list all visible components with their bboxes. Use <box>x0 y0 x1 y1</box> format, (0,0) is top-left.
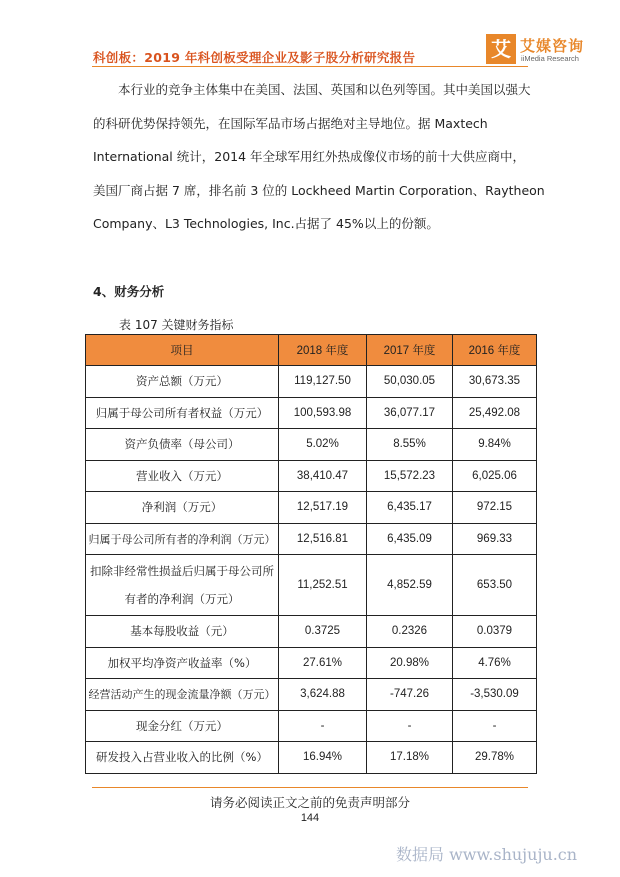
cell-2017: 15,572.23 <box>367 460 453 492</box>
header-item: 项目 <box>86 335 279 366</box>
financial-indicators-table <box>85 334 537 774</box>
row-label: 资产总额（万元） <box>86 366 279 398</box>
cell-2017: - <box>367 710 453 742</box>
table-caption: 表 107 关键财务指标 <box>119 318 234 332</box>
cell-2018: - <box>279 710 367 742</box>
header-2018: 2018 年度 <box>279 335 367 366</box>
table-row <box>86 555 537 616</box>
cell-2016: 653.50 <box>453 555 537 616</box>
row-label: 归属于母公司所有者权益（万元） <box>86 397 279 429</box>
table-row <box>86 679 537 711</box>
table-row <box>86 616 537 648</box>
cell-2018: 12,516.81 <box>279 523 367 555</box>
cell-2017: -747.26 <box>367 679 453 711</box>
cell-2016: 0.0379 <box>453 616 537 648</box>
cell-2016: 30,673.35 <box>453 366 537 398</box>
footer-divider <box>92 787 528 788</box>
body-paragraph <box>93 73 545 241</box>
row-label: 经营活动产生的现金流量净额（万元） <box>86 679 279 711</box>
cell-2016: 969.33 <box>453 523 537 555</box>
logo-mark-icon: 艾 <box>486 34 516 64</box>
row-label <box>86 555 279 616</box>
cell-2017: 8.55% <box>367 429 453 461</box>
disclaimer-text: 请务必阅读正文之前的免责声明部分 <box>209 795 410 810</box>
row-label: 现金分红（万元） <box>86 710 279 742</box>
cell-2016: 9.84% <box>453 429 537 461</box>
paragraph-line: 的科研优势保持领先，在国际军品市场占据绝对主导地位。据 Maxtech <box>93 115 488 131</box>
cell-2018: 16.94% <box>279 742 367 774</box>
cell-2018: 11,252.51 <box>279 555 367 616</box>
table-row <box>86 742 537 774</box>
paragraph-line: 本行业的竞争主体集中在美国、法国、英国和以色列等国。其中美国以强大 <box>118 82 531 97</box>
cell-2018: 38,410.47 <box>279 460 367 492</box>
cell-2017: 50,030.05 <box>367 366 453 398</box>
row-label: 研发投入占营业收入的比例（%） <box>86 742 279 774</box>
table-row <box>86 460 537 492</box>
row-label: 净利润（万元） <box>86 492 279 524</box>
cell-2017: 20.98% <box>367 647 453 679</box>
row-label: 资产负债率（母公司） <box>86 429 279 461</box>
cell-2018: 27.61% <box>279 647 367 679</box>
paragraph-line: Company、L3 Technologies, Inc.占据了 45%以上的份额。 <box>93 216 439 231</box>
logo-name: 艾媒咨询 <box>520 37 585 55</box>
logo-subtitle: iiMedia Research <box>521 54 579 63</box>
table-row <box>86 429 537 461</box>
cell-2016: 6,025.06 <box>453 460 537 492</box>
cell-2017: 17.18% <box>367 742 453 774</box>
section-title: 4、财务分析 <box>93 284 165 299</box>
row-label: 加权平均净资产收益率（%） <box>86 647 279 679</box>
row-label: 归属于母公司所有者的净利润（万元） <box>86 523 279 555</box>
row-label: 营业收入（万元） <box>86 460 279 492</box>
cell-2016: 25,492.08 <box>453 397 537 429</box>
paragraph-line: International 统计，2014 年全球军用红外热成像仪市场的前十大供应商中， <box>93 149 526 164</box>
cell-2016: 4.76% <box>453 647 537 679</box>
row-label-text: 扣除非经常性损益后归属于母公司所有者的净利润（万元） <box>90 564 274 606</box>
cell-2018: 100,593.98 <box>279 397 367 429</box>
header-divider <box>92 66 528 67</box>
report-header-title: 科创板：2019 年科创板受理企业及影子股分析研究报告 <box>93 50 416 65</box>
row-label: 基本每股收益（元） <box>86 616 279 648</box>
cell-2018: 5.02% <box>279 429 367 461</box>
header-2017: 2017 年度 <box>367 335 453 366</box>
table-row <box>86 523 537 555</box>
table-header-row <box>86 335 537 366</box>
table-row <box>86 397 537 429</box>
cell-2016: 972.15 <box>453 492 537 524</box>
paragraph-line: 美国厂商占据 7 席，排名前 3 位的 Lockheed Martin Corporation、Raytheon <box>93 182 545 198</box>
cell-2017: 0.2326 <box>367 616 453 648</box>
cell-2016: 29.78% <box>453 742 537 774</box>
cell-2018: 119,127.50 <box>279 366 367 398</box>
cell-2017: 6,435.17 <box>367 492 453 524</box>
cell-2018: 12,517.19 <box>279 492 367 524</box>
cell-2018: 3,624.88 <box>279 679 367 711</box>
header-2016: 2016 年度 <box>453 335 537 366</box>
page-number: 144 <box>300 812 320 824</box>
table-row <box>86 366 537 398</box>
cell-2017: 36,077.17 <box>367 397 453 429</box>
table-row <box>86 647 537 679</box>
table-row <box>86 710 537 742</box>
cell-2017: 6,435.09 <box>367 523 453 555</box>
cell-2016: -3,530.09 <box>453 679 537 711</box>
iimedia-logo <box>486 34 586 70</box>
cell-2016: - <box>453 710 537 742</box>
watermark: 数据局 www.shujuju.cn <box>396 845 578 864</box>
table-row <box>86 492 537 524</box>
cell-2017: 4,852.59 <box>367 555 453 616</box>
cell-2018: 0.3725 <box>279 616 367 648</box>
